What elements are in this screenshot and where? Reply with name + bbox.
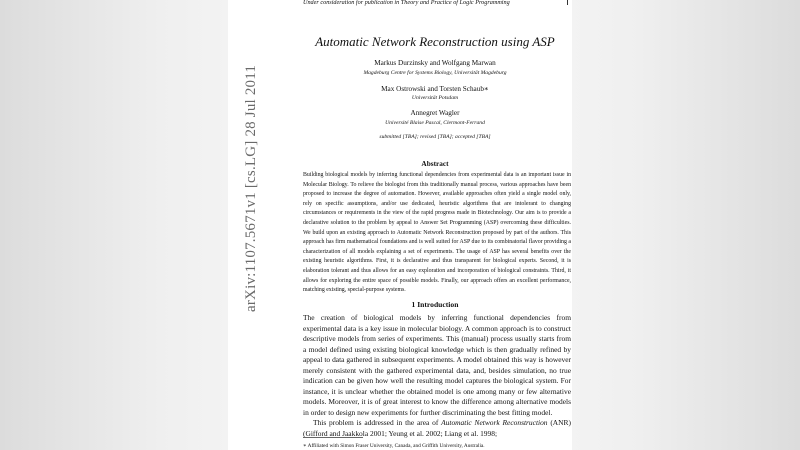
author-names-1: Markus Durzinsky and Wolfgang Marwan xyxy=(374,59,496,67)
author-affiliation-2: Universität Potsdam xyxy=(411,95,459,101)
footnote-rule xyxy=(303,437,363,438)
abstract-text: Building biological models by inferring functional dependencies from experimental data is an important issue in Molecular Biology. To relieve the biologist from this traditionally manual process, various approaches have been proposed to increase the degree of automation. However, available approaches often yield a single model only, rely on specific assumptions, and/or use dedicated, heuristic algorithms that are intolerant to changing circumstances or requirements in the view of the rapid progress made in Biotechnology. Our aim is to provide a declarative solution to the problem by appeal to Answer Set Programming (ASP) overcoming these difficulties. We build upon an existing approach to Automatic Network Reconstruction proposed by part of the authors. This approach has firm mathematical foundations and is well suited for ASP due to its combinatorial flavor providing a characterization of all models explaining a set of experiments. The usage of ASP has several benefits over the existing heuristic algorithms. First, it is declarative and thus transparent for biological experts. Second, it is elaboration tolerant and thus allows for an easy exploration and incorporation of biological constraints. Third, it allows for exploring the entire space of possible models. Finally, our approach offers an excellent performance, matching existing, special-purpose systems. xyxy=(303,172,571,294)
submission-info: submitted [TBA]; revised [TBA]; accepted [TBA] xyxy=(379,134,491,140)
arxiv-stamp: arXiv:1107.5671v1 [cs.LG] 28 Jul 2011 xyxy=(243,64,259,312)
intro-paragraph-1: The creation of biological models by inferring functional dependencies from experimental data is a key issue in molecular biology. A common approach is to construct descriptive models from series of experiments. This (manual) process usually starts from a model defined using existing biological knowledge which is then gradually refined by appeal to data gathered in subsequent experiments. A model obtained this way is however merely consistent with the gathered experimental data, and, besides simulation, no true indication can be given how well the resulting model captures the biological system. For instance, it is unclear whether the obtained model is one among many or few alternative models. Moreover, it is of great interest to know the difference among alternative models in order to design new experiments for further discriminating the best fitting model. xyxy=(303,313,571,417)
section-heading-introduction: 1 Introduction xyxy=(411,300,459,309)
paper-title: Automatic Network Reconstruction using ASP xyxy=(315,34,555,49)
intro-p2-start: This problem is addressed in the area of xyxy=(313,418,442,427)
intro-p2-emphasis: Automatic Network Reconstruction xyxy=(441,418,548,427)
author-names-2: Max Ostrowski and Torsten Schaub∗ xyxy=(381,85,489,93)
author-names-3: Annegret Wagler xyxy=(410,109,460,117)
viewer-background-left xyxy=(0,0,228,450)
page-edge-mark xyxy=(567,0,568,5)
intro-p2-rest: (ANR) (Gifford and Jaakkola 2001; Yeung et al. 2002; Liang et al. 1998; xyxy=(303,418,571,438)
abstract-heading: Abstract xyxy=(421,159,449,168)
introduction-body xyxy=(303,313,571,439)
author-affiliation-3: Université Blaise Pascal, Clermont-Ferrand xyxy=(385,120,485,126)
author-affiliation-1: Magdeburg Centre for Systems Biology, Universität Magdeburg xyxy=(363,70,507,76)
footnote: ∗ Affiliated with Simon Fraser University, Canada, and Griffith University, Australia. xyxy=(303,443,485,449)
viewer-background-right xyxy=(572,0,800,450)
intro-paragraph-2 xyxy=(303,418,571,439)
running-head: Under consideration for publication in Theory and Practice of Logic Programming xyxy=(303,0,510,6)
